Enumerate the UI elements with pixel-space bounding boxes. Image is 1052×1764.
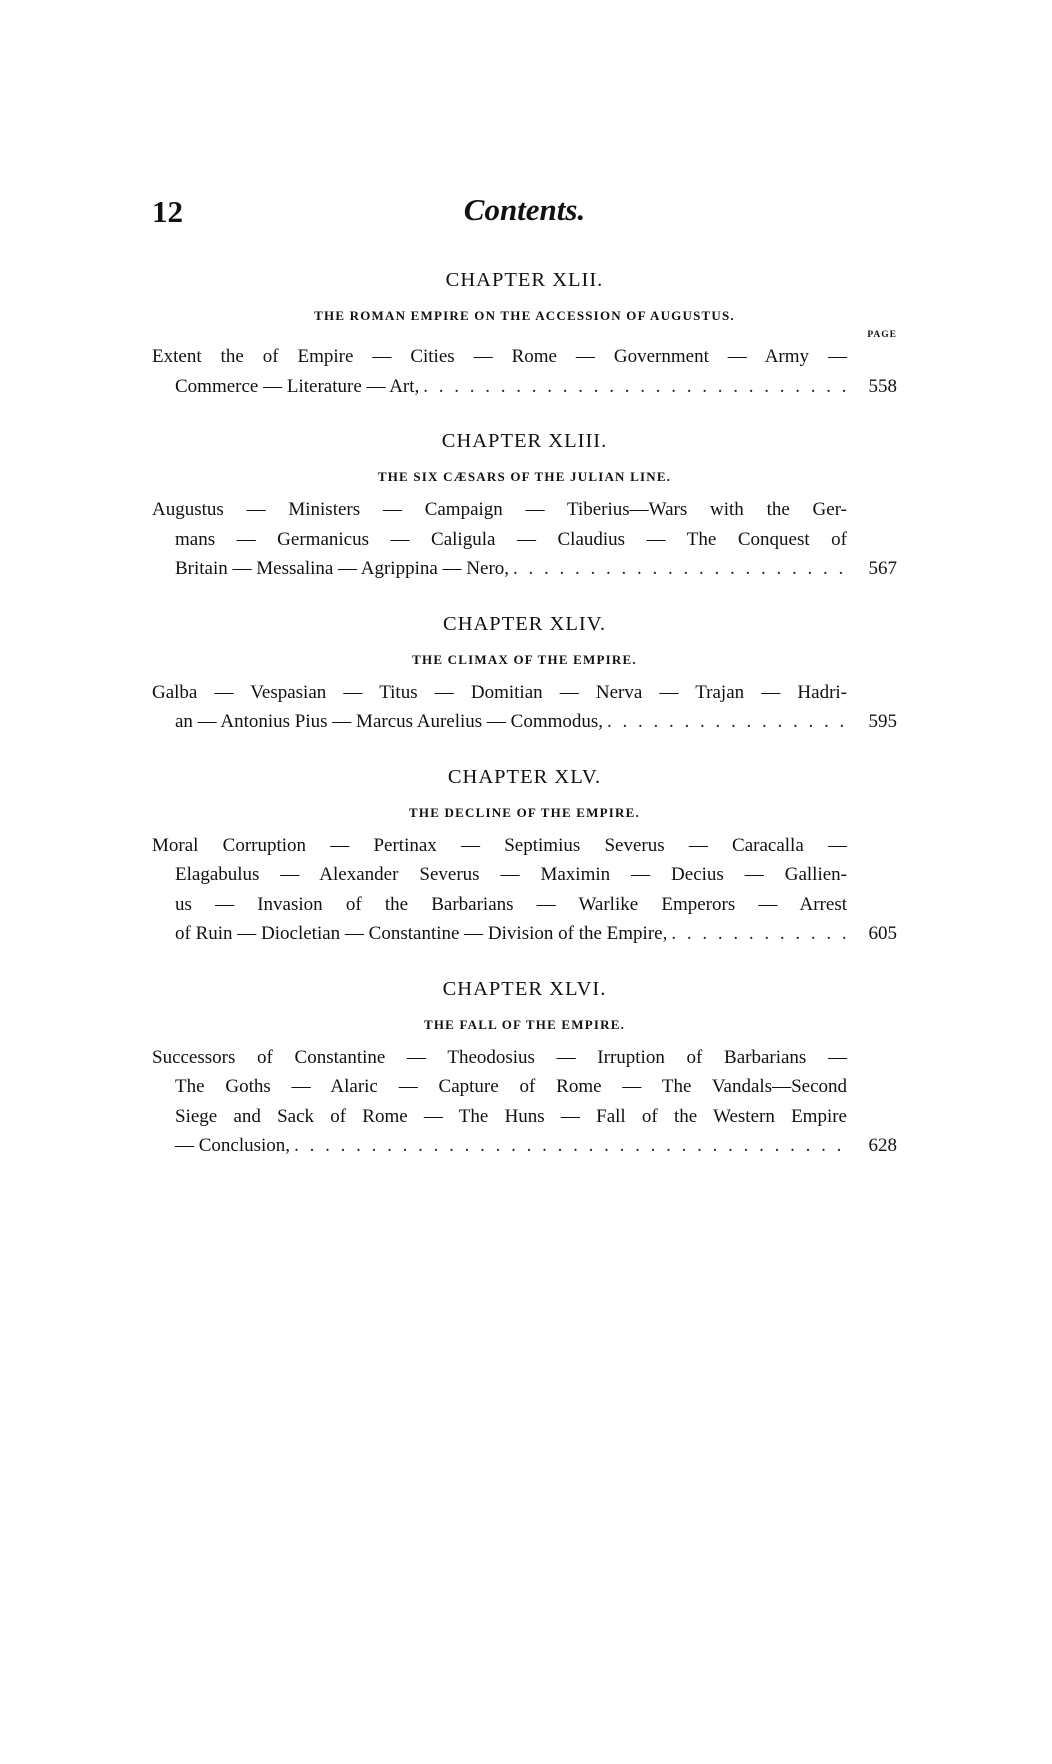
dot-leader [513,554,851,584]
chapter-entry [152,763,897,949]
page-reference: 558 [868,375,897,397]
summary-line: Siege and Sack of Rome — The Huns — Fall of the Western Empire [175,1105,847,1127]
chapter-subtitle: THE SIX CÆSARS OF THE JULIAN LINE. [377,469,672,484]
summary-line: Galba — Vespasian — Titus — Domitian — Nerva — Trajan — Hadri- [152,681,847,703]
summary-line: Extent the of Empire — Cities — Rome — Government — Army — [152,346,847,367]
chapter-summary [152,678,897,737]
page-reference: 628 [868,1135,897,1156]
page-reference: 605 [868,923,897,944]
chapter-summary [152,495,897,584]
summary-line: Elagabulus — Alexander Severus — Maximin — Decius — Gallien- [175,864,847,885]
summary-text: an — Antonius Pius — Marcus Aurelius — Commodus, [175,711,604,732]
chapter-subtitle: THE CLIMAX OF THE EMPIRE. [412,651,637,667]
summary-text: Britain — Messalina — Agrippina — Nero, [175,558,510,579]
summary-line [152,707,897,737]
page-number: 12 [152,194,183,229]
summary-text: — Conclusion, [175,1135,291,1156]
summary-line: Augustus — Ministers — Campaign — Tiberius—Wars with the Ger- [152,499,847,520]
chapter-entry [152,975,897,1161]
summary-text: of Ruin — Diocletian — Constantine — Division of the Empire, [175,923,668,944]
page-reference: 595 [868,711,897,732]
chapter-heading: CHAPTER XLVI. [442,977,607,1000]
summary-line: Moral Corruption — Pertinax — Septimius Severus — Caracalla — [152,834,847,856]
dot-leader [671,919,851,949]
chapter-heading: CHAPTER XLIII. [441,430,608,452]
chapter-summary [152,831,897,949]
chapter-heading: CHAPTER XLV. [447,765,602,788]
summary-text: Commerce — Literature — Art, [175,375,420,397]
chapter-entry [152,266,897,401]
dot-leader [607,707,851,737]
summary-line: mans — Germanicus — Caligula — Claudius — The Conquest of [175,528,847,550]
chapter-entry [152,427,897,584]
chapter-subtitle: THE ROMAN EMPIRE ON THE ACCESSION OF AUGUSTUS. [314,308,735,323]
page-reference: 567 [868,558,897,579]
chapter-entry [152,610,897,737]
dot-leader [294,1131,851,1161]
running-head [152,192,897,238]
running-title: Contents. [463,192,586,227]
page-column-label: PAGE [867,330,897,340]
chapter-summary [152,342,897,401]
chapter-subtitle: THE FALL OF THE EMPIRE. [423,1016,626,1032]
summary-line: The Goths — Alaric — Capture of Rome — The Vandals—Second [175,1076,847,1097]
summary-line [152,919,897,949]
chapter-subtitle: THE DECLINE OF THE EMPIRE. [409,804,640,820]
chapter-summary [152,1043,897,1161]
table-of-contents [152,266,897,1187]
chapter-heading: CHAPTER XLII. [445,269,604,291]
dot-leader [423,372,851,402]
summary-line [152,372,897,402]
summary-line [152,1131,897,1161]
summary-line [152,554,897,584]
summary-line: Successors of Constantine — Theodosius — Irruption of Barbarians — [152,1046,847,1068]
summary-line: us — Invasion of the Barbarians — Warlike Emperors — Arrest [175,893,847,915]
chapter-heading: CHAPTER XLIV. [443,612,606,635]
